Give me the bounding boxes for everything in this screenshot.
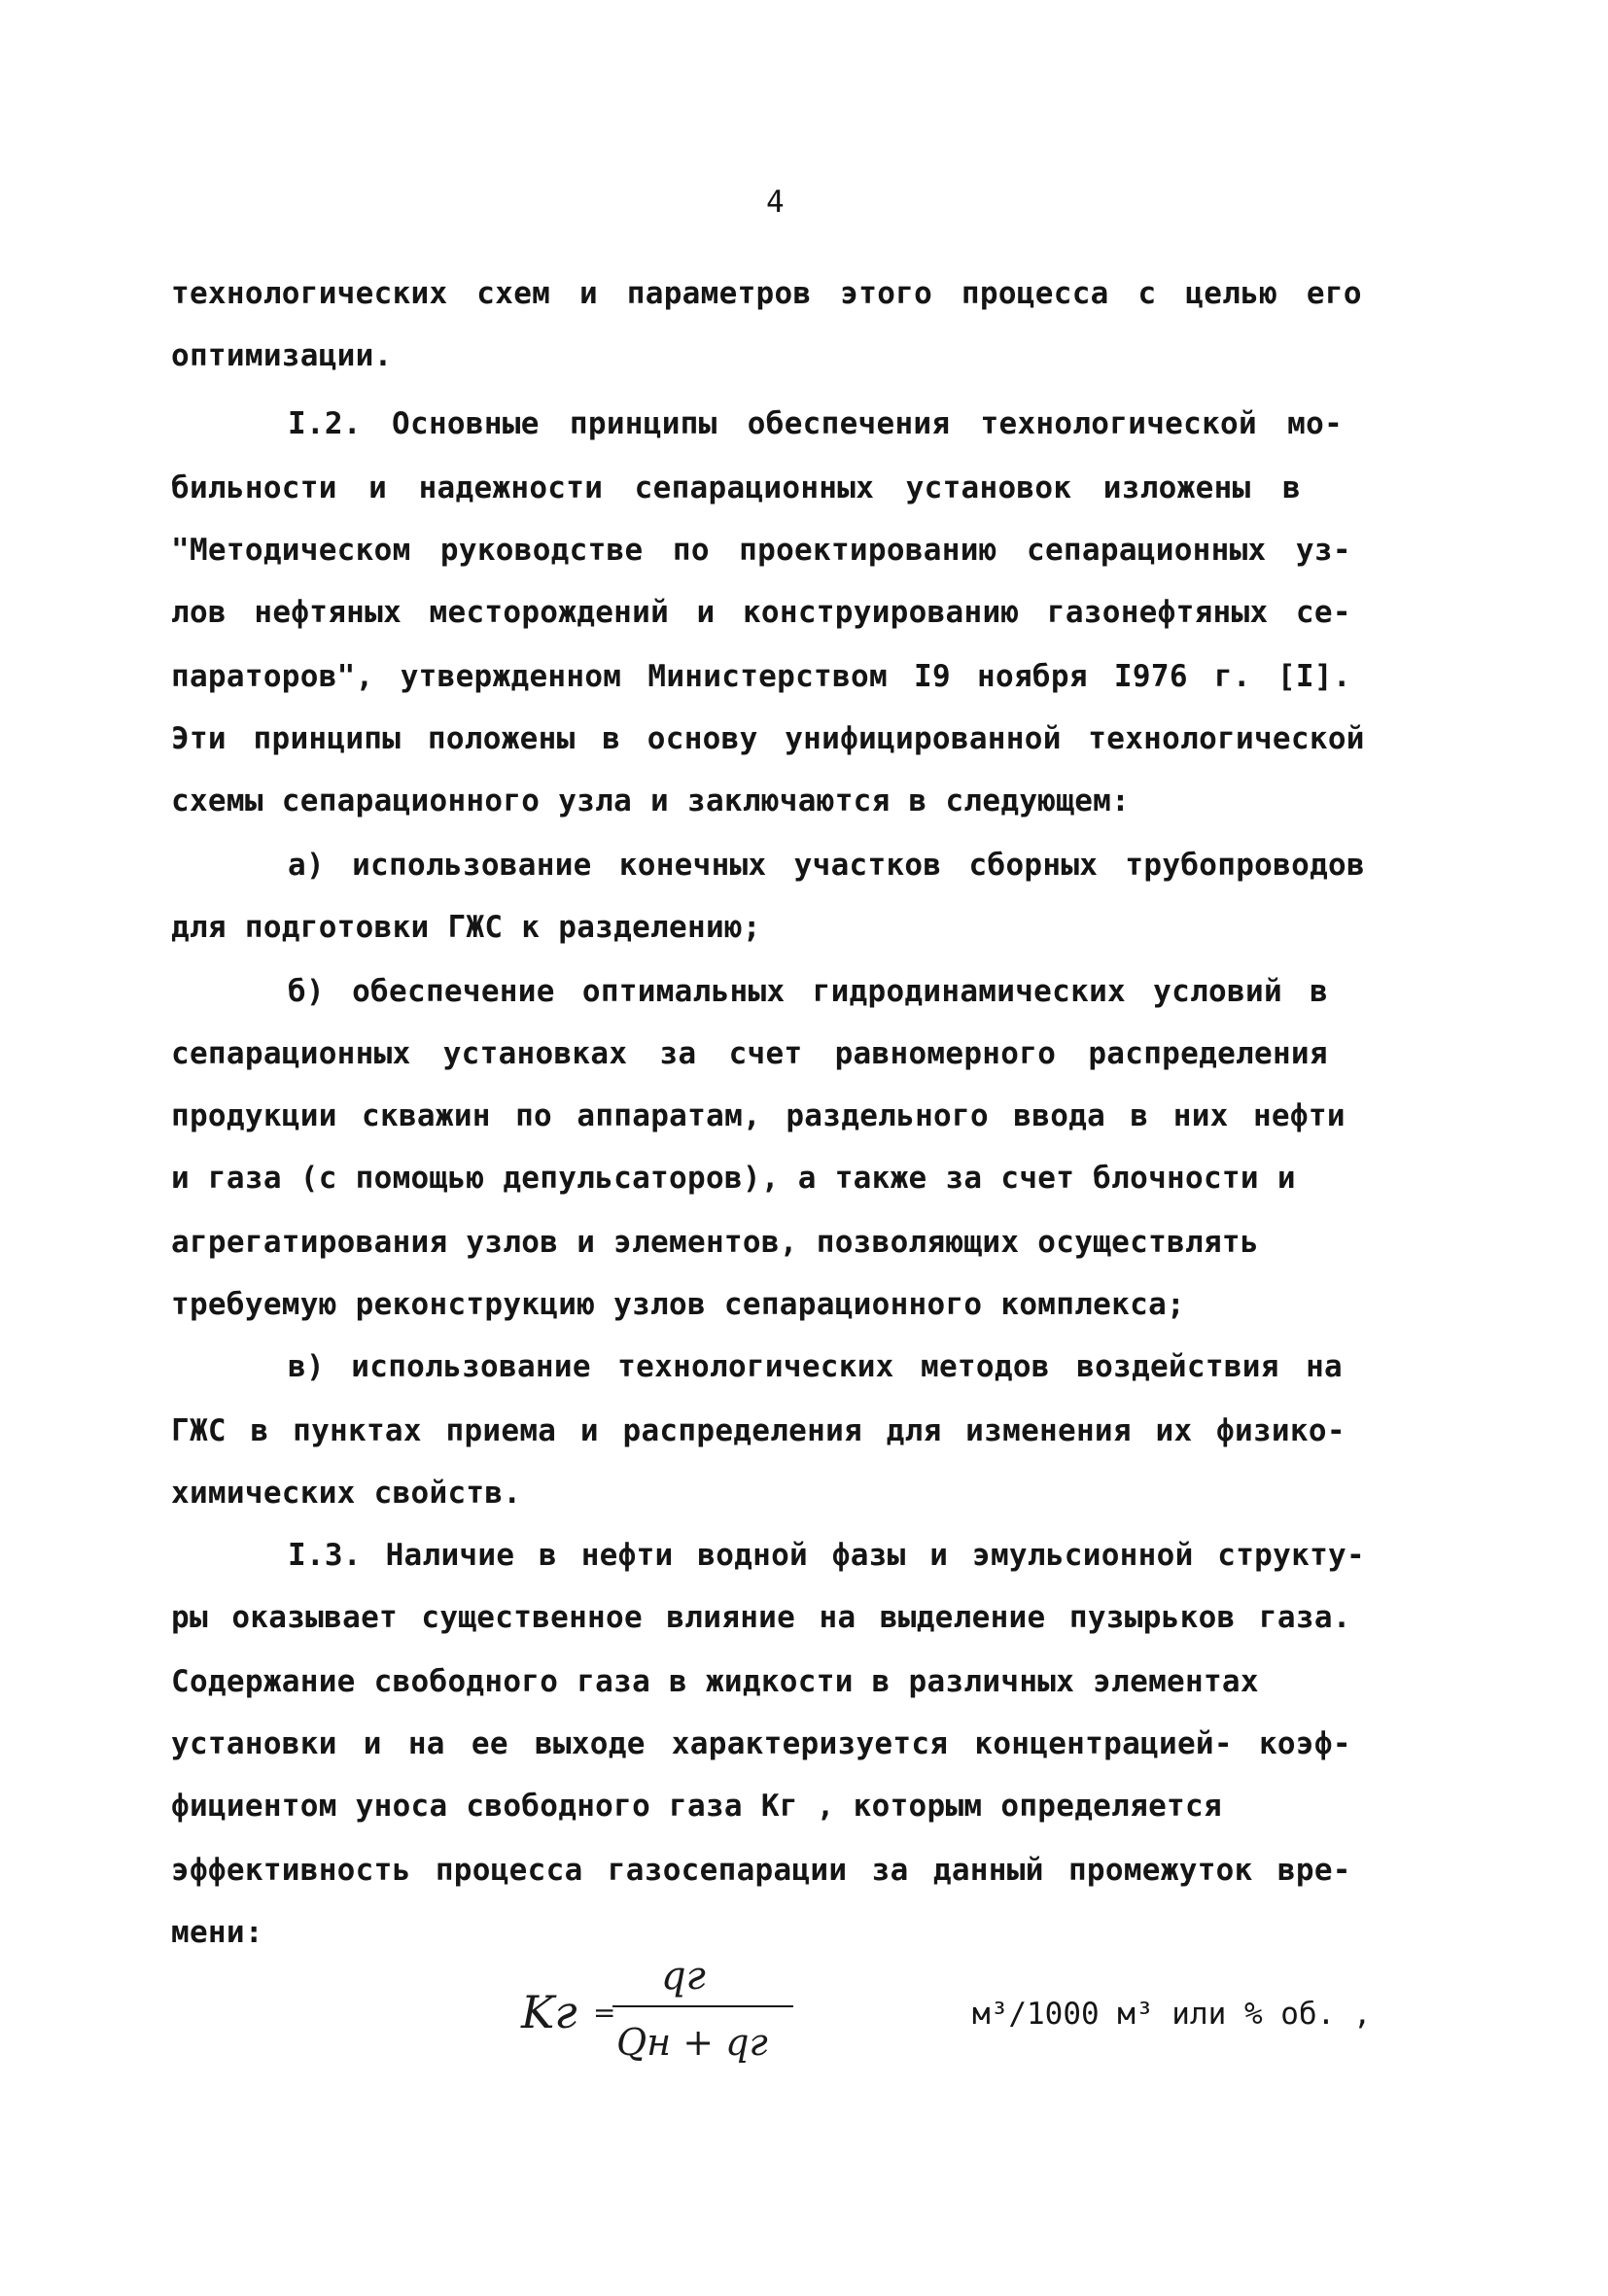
text-line: эффективность процесса газосепарации за данный промежуток вре-	[171, 1853, 1351, 1888]
text-line: установки и на ее выходе характеризуется концентрацией- коэф-	[171, 1726, 1351, 1761]
text-line: технологических схем и параметров этого процесса с целью его	[171, 276, 1362, 311]
formula-numerator: qг	[661, 1954, 706, 1999]
text-line: б) обеспечение оптимальных гидродинамических условий в	[288, 974, 1329, 1009]
text-line: агрегатирования узлов и элементов, позволяющих осуществлять	[171, 1225, 1259, 1260]
text-line: для подготовки ГЖС к разделению;	[171, 910, 761, 945]
formula	[515, 1934, 826, 2090]
page-number: 4	[766, 185, 785, 220]
text-line: в) использование технологических методов воздействия на	[288, 1349, 1343, 1384]
text-line: продукции скважин по аппаратам, раздельного ввода в них нефти	[171, 1098, 1346, 1133]
text-line: I.2. Основные принципы обеспечения технологической мо-	[288, 406, 1344, 441]
text-line: ГЖС в пунктах приема и распределения для изменения их физико-	[171, 1413, 1346, 1448]
formula-denominator: Qн + qг	[616, 2021, 768, 2064]
text-line: бильности и надежности сепарационных установок изложены в	[171, 470, 1301, 505]
text-line: Эти принципы положены в основу унифицированной технологической	[171, 721, 1365, 756]
text-line: и газа (с помощью депульсаторов), а также за счет блочности и	[171, 1161, 1296, 1196]
text-line: схемы сепарационного узла и заключаются в следующем:	[171, 783, 1131, 818]
formula-equals: =	[593, 1997, 616, 2029]
text-line: оптимизации.	[171, 338, 393, 373]
text-line: мени:	[171, 1915, 263, 1950]
text-line: химических свойств.	[171, 1476, 522, 1511]
text-line: I.3. Наличие в нефти водной фазы и эмульсионной структу-	[288, 1538, 1365, 1573]
text-line: фициентом уноса свободного газа Kг , которым определяется	[171, 1789, 1222, 1824]
text-line: сепарационных установках за счет равномерного распределения	[171, 1036, 1328, 1071]
text-line: лов нефтяных месторождений и конструированию газонефтяных се-	[171, 595, 1351, 630]
text-line: Содержание свободного газа в жидкости в различных элементах	[171, 1664, 1259, 1699]
text-line: параторов", утвержденном Министерством I9 ноября I976 г. [I].	[171, 659, 1351, 694]
formula-units: м³/1000 м³ или % об. ,	[972, 1997, 1372, 2032]
formula-lhs: Kг	[521, 1986, 577, 2038]
text-line: а) использование конечных участков сборных трубопроводов	[288, 848, 1365, 883]
text-line: требуемую реконструкцию узлов сепарационного комплекса;	[171, 1287, 1185, 1322]
text-line: "Методическом руководстве по проектированию сепарационных уз-	[171, 533, 1351, 568]
text-line: ры оказывает существенное влияние на выделение пузырьков газа.	[171, 1600, 1351, 1635]
